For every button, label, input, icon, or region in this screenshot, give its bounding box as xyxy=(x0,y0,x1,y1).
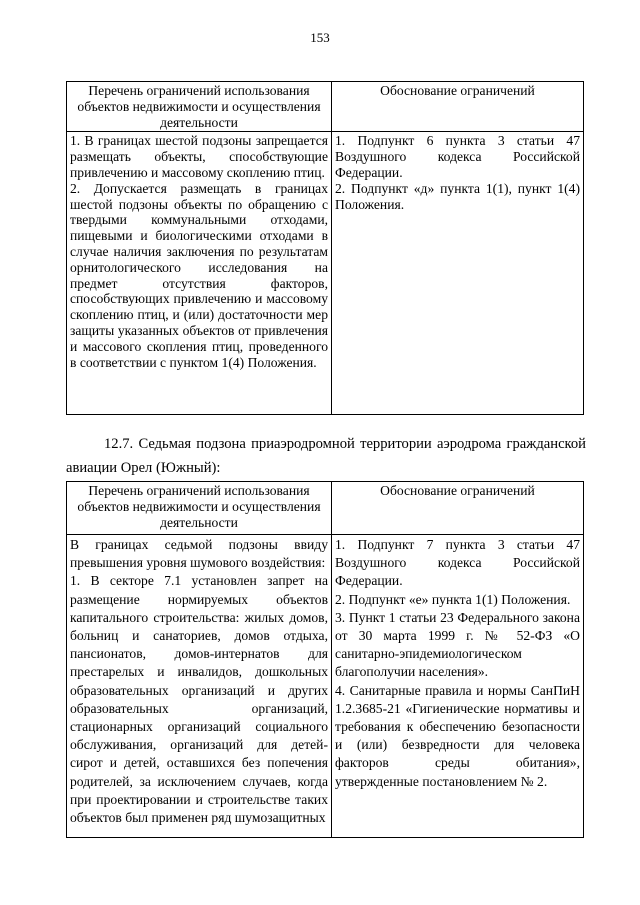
restriction-item: 1. В границах шестой подзоны запрещается размещать объекты, способствующие привлечению и массовому скоплению птиц. xyxy=(70,133,328,180)
justification-item: 1. Подпункт 7 пункта 3 статьи 47 Воздушного кодекса Российской Федерации. xyxy=(335,537,580,589)
restrictions-cell xyxy=(67,132,332,415)
restriction-item: 2. Допускается размещать в границах шестой подзоны объекты по обращению с твердыми коммунальными отходами, пищевыми и биологическими отходами в случае наличия заключения по результатам орнитологического исследования на предмет отсутствия факторов, способствующих привлечению и массовому скоплению птиц, и (или) достаточности мер защиты указанных объектов от привлечения и массового скопления птиц, проведенного в соответствии с пунктом 1(4) Положения. xyxy=(70,180,328,370)
section-heading: 12.7. Седьмая подзона приаэродромной территории аэродрома гражданской авиации Орел (Южный): xyxy=(66,436,586,476)
justification-item: 3. Пункт 1 статьи 23 Федерального закона от 30 марта 1999 г. № 52-ФЗ «О санитарно-эпидемиологическом благополучии населения». xyxy=(335,609,580,680)
restrictions-table-zone-6 xyxy=(66,81,584,415)
table-row xyxy=(67,132,584,415)
restriction-item: В границах седьмой подзоны ввиду превышения уровня шумового воздействия: xyxy=(70,537,328,571)
table-header-row xyxy=(67,482,584,535)
restrictions-table-zone-7 xyxy=(66,481,584,838)
header-restrictions-list: Перечень ограничений использования объектов недвижимости и осуществления деятельности xyxy=(67,82,332,132)
header-justification: Обоснование ограничений xyxy=(332,482,584,535)
justification-item: 2. Подпункт «д» пункта 1(1), пункт 1(4) Положения. xyxy=(335,180,580,212)
page-number: 153 xyxy=(310,30,330,45)
header-justification: Обоснование ограничений xyxy=(332,82,584,132)
justification-item: 1. Подпункт 6 пункта 3 статьи 47 Воздушного кодекса Российской Федерации. xyxy=(335,133,580,180)
justification-item: 2. Подпункт «е» пункта 1(1) Положения. xyxy=(335,591,571,607)
restrictions-cell xyxy=(67,535,332,838)
justification-item: 4. Санитарные правила и нормы СанПиН 1.2.3685-21 «Гигиенические нормативы и требования к обеспечению безопасности и (или) безвредности для человека факторов среды обитания», утвержденные постановлением № 2. xyxy=(335,682,580,789)
justification-cell xyxy=(332,535,584,838)
table-row xyxy=(67,535,584,838)
restriction-item: 1. В секторе 7.1 установлен запрет на размещение нормируемых объектов капитального строительства: жилых домов, больниц и санаториев, домов отдыха, пансионатов, домов-интернатов для престарелых и инвалидов, дошкольных образовательных организаций и других образовательных организаций, стационарных организаций социального обслуживания, организаций для детей-сирот и детей, оставшихся без попечения родителей, за исключением случаев, когда при проектировании и строительстве таких объектов был применен ряд шумозащитных xyxy=(70,573,328,826)
header-restrictions-list: Перечень ограничений использования объектов недвижимости и осуществления деятельности xyxy=(67,482,332,535)
table-header-row xyxy=(67,82,584,132)
justification-cell xyxy=(332,132,584,415)
